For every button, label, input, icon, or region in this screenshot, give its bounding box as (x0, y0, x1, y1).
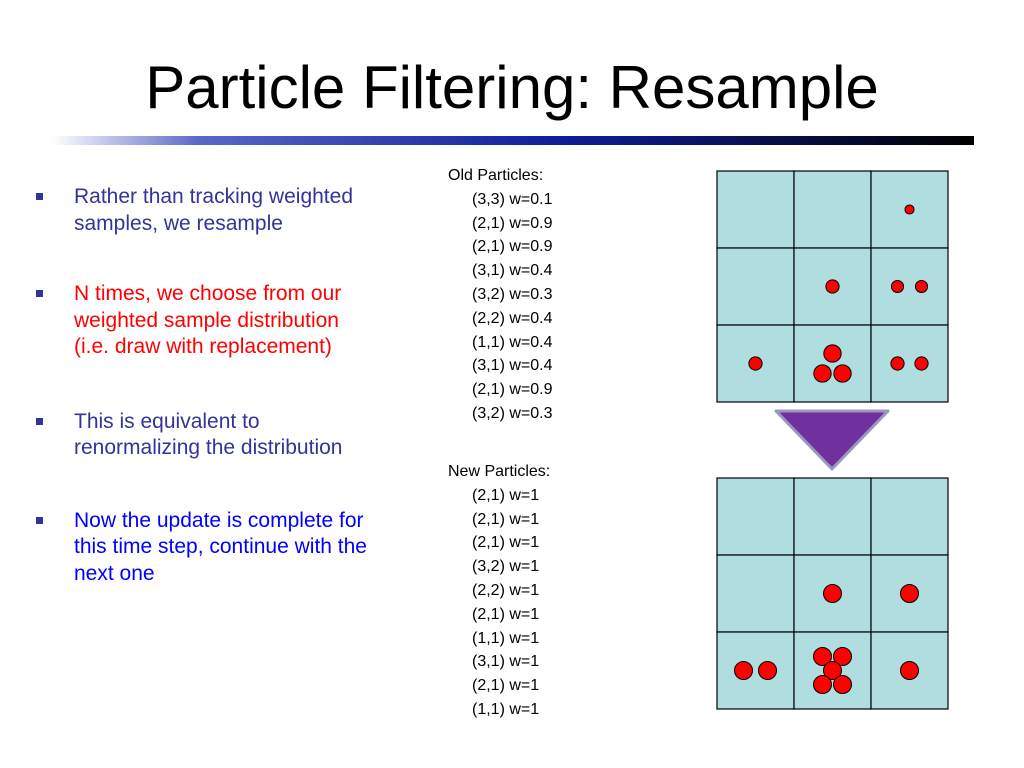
bullet-item (36, 281, 376, 361)
grid-cell (717, 248, 794, 325)
square-bullet-icon (36, 290, 43, 297)
bullet-text: N times, we choose from our weighted sample distribution (i.e. draw with replacement) (74, 282, 342, 358)
particle-entry: (2,1) w=0.9 (472, 238, 553, 256)
old-particles-list (448, 164, 552, 426)
bullet-list (36, 184, 376, 631)
particle-entry: (3,1) w=1 (472, 653, 540, 671)
new-particle-dot (901, 662, 919, 680)
particle-entry: (1,1) w=1 (472, 700, 540, 718)
square-bullet-icon (36, 193, 43, 200)
grid-cell (794, 325, 871, 402)
old-particle-dot (834, 365, 851, 382)
particle-entry: (1,1) w=1 (472, 629, 540, 647)
old-particle-dot (891, 280, 903, 292)
grid-cell (717, 171, 794, 248)
title-divider (52, 136, 974, 145)
particle-entry: (2,2) w=1 (472, 581, 540, 599)
particle-entry: (3,2) w=0.3 (472, 404, 553, 422)
grid-cell (794, 171, 871, 248)
particle-entry: (2,1) w=0.9 (472, 214, 553, 232)
old-particle-dot (915, 357, 928, 370)
particle-entry: (3,1) w=0.4 (472, 357, 553, 375)
grid-cell (717, 632, 794, 709)
grid-cell (717, 478, 794, 555)
particle-entry: (1,1) w=0.4 (472, 333, 553, 351)
new-particles-list (448, 460, 550, 722)
new-particle-dot (901, 585, 919, 603)
grid-cell (717, 555, 794, 632)
particle-entry: (3,2) w=0.3 (472, 285, 553, 303)
particle-entry: (3,2) w=1 (472, 558, 540, 576)
particle-entry: (2,1) w=0.9 (472, 381, 553, 399)
slide-title: Particle Filtering: Resample (145, 54, 879, 121)
old-particles-grid (717, 171, 948, 402)
bullet-item (36, 508, 376, 588)
bullet-text: This is equivalent to renormalizing the distribution (74, 409, 343, 459)
new-particles-heading: New Particles: (448, 463, 551, 480)
bullet-item (36, 409, 376, 462)
particle-grids-figure (712, 166, 982, 712)
new-particles-grid (717, 478, 948, 709)
bullet-item (36, 184, 376, 237)
new-particle-dot (735, 662, 753, 680)
particle-entry: (2,1) w=1 (472, 510, 540, 528)
old-particle-dot (905, 205, 914, 214)
old-particle-dot (826, 280, 839, 293)
grid-cell (871, 478, 948, 555)
particle-entry: (2,1) w=1 (472, 534, 540, 552)
grid-cell (871, 248, 948, 325)
particle-entry: (3,1) w=0.4 (472, 262, 553, 280)
particle-entry: (2,1) w=1 (472, 677, 540, 695)
grid-cell (794, 478, 871, 555)
bullet-text: Rather than tracking weighted samples, we resample (74, 185, 353, 235)
particle-entry: (3,3) w=0.1 (472, 190, 553, 208)
old-particle-dot (824, 345, 841, 362)
bullet-text: Now the update is complete for this time step, continue with the next one (74, 508, 367, 585)
old-particles-heading: Old Particles: (448, 167, 544, 184)
particle-entry: (2,1) w=1 (472, 605, 540, 623)
new-particle-dot (759, 662, 777, 680)
grid-cell (871, 325, 948, 402)
old-particle-dot (814, 365, 831, 382)
new-particle-dot (824, 585, 842, 603)
old-particle-dot (749, 357, 762, 370)
new-particle-dot (814, 676, 832, 694)
particle-entry: (2,2) w=0.4 (472, 309, 553, 327)
old-particle-dot (915, 280, 927, 292)
square-bullet-icon (36, 517, 43, 524)
old-particle-dot (891, 357, 904, 370)
particle-entry: (2,1) w=1 (472, 486, 540, 504)
new-particle-dot (834, 676, 852, 694)
square-bullet-icon (36, 418, 43, 425)
down-arrow-icon (776, 411, 888, 469)
